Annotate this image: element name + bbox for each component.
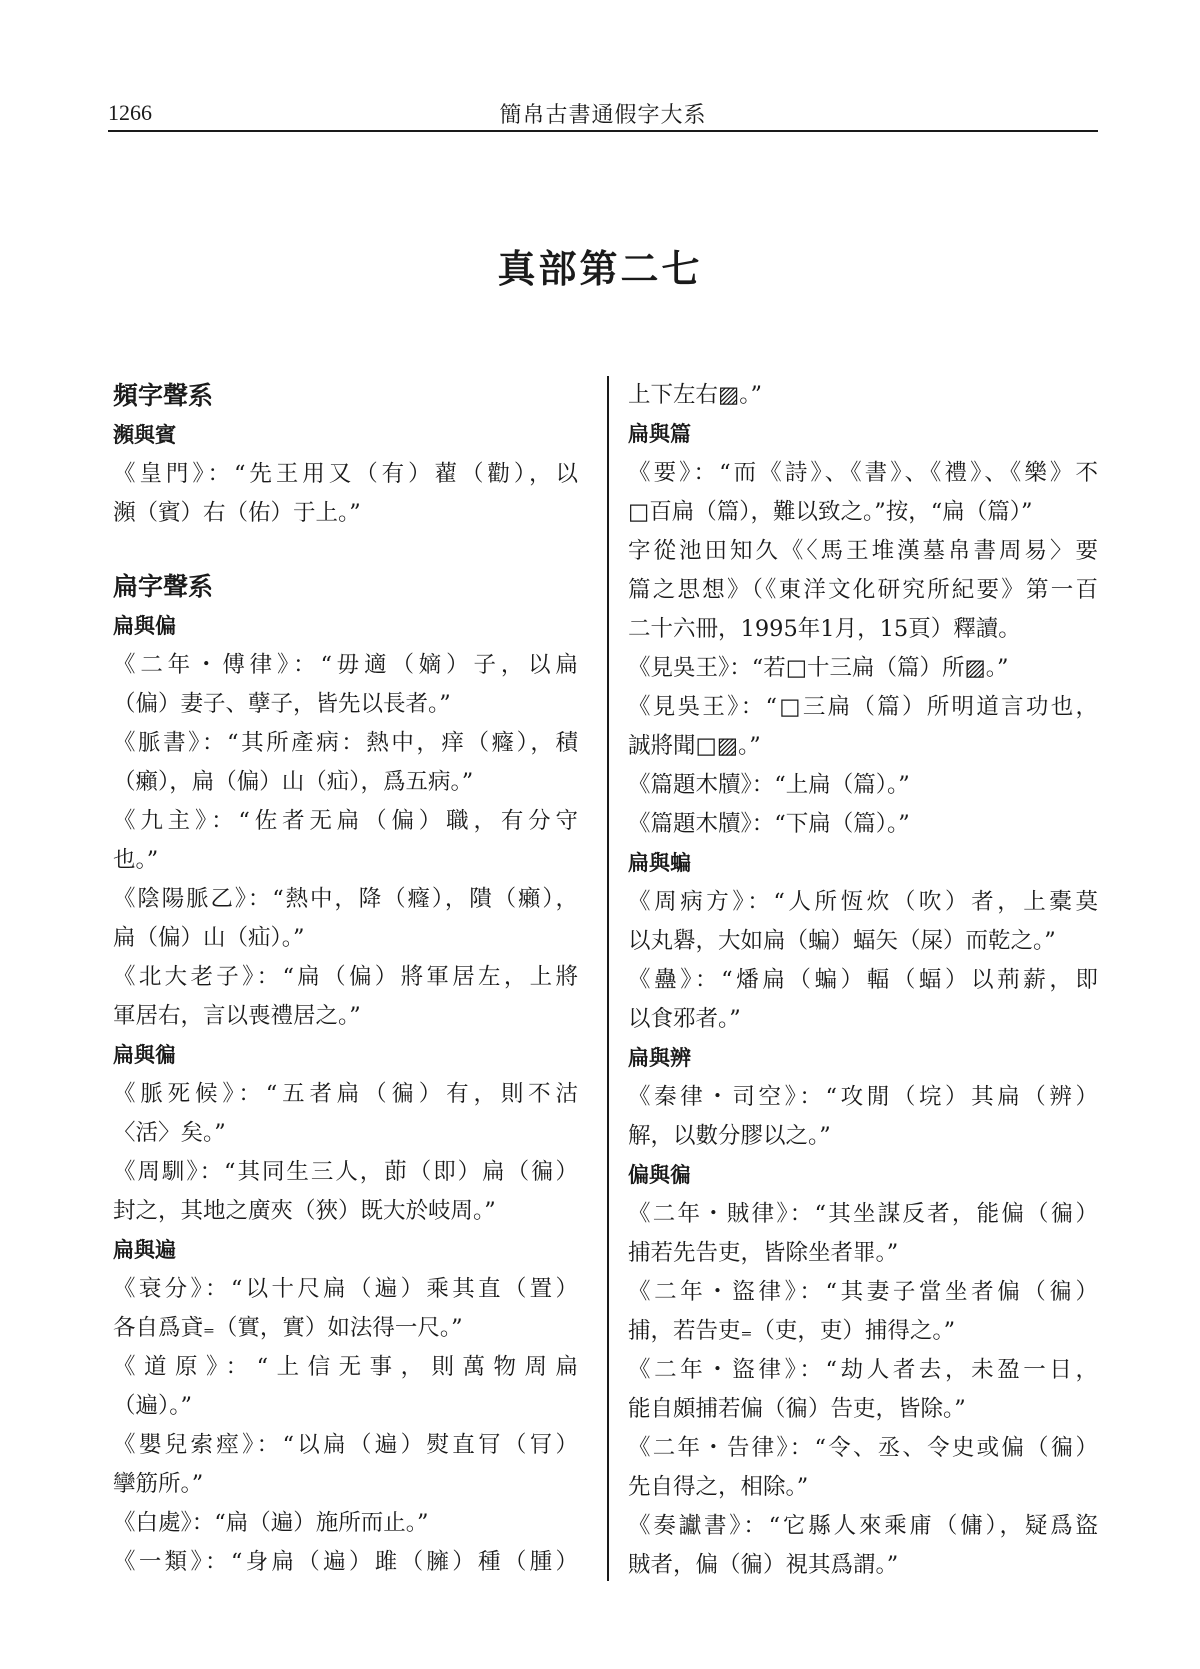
text-line: 《秦律・司空》：“攻閒（垸）其扁（辨）: [628, 1084, 1098, 1110]
text-line: 《脈死候》：“五者扁（徧）有，則不沽: [113, 1081, 578, 1107]
text-line: 《一類》：“身扁（遍）雎（臃）種（腫）: [113, 1549, 578, 1575]
text-line: 《篇題木牘》：“上扁（篇）。”: [628, 772, 910, 798]
entry-subheading: 扁與蝙: [628, 851, 691, 875]
text-line: 上下左右▨。”: [628, 382, 763, 408]
entry-subheading: 扁與徧: [113, 1043, 176, 1067]
text-line: 扁（偏）山（疝）。”: [113, 925, 305, 951]
text-line: 《二年・盜律》：“劫人者去，未盈一日，: [628, 1357, 1098, 1383]
series-heading: 頻字聲系: [113, 381, 214, 410]
text-line: 賊者，偏（徧）視其爲謂。”: [628, 1552, 899, 1578]
right-column: [628, 376, 1098, 1585]
text-line: 封之，其地之廣夾（狹）既大於岐周。”: [113, 1198, 496, 1224]
text-line: 先自得之，相除。”: [628, 1474, 809, 1500]
text-line: 《周馴》：“其同生三人，莭（即）扁（徧）: [113, 1159, 578, 1185]
text-line: 《奏讞書》：“它縣人來乘庯（傭），疑爲盜: [628, 1513, 1098, 1539]
column-divider: [607, 376, 609, 1581]
entry-subheading: 扁與遍: [113, 1238, 176, 1262]
text-line: （偏）妻子、孽子，皆先以長者。”: [113, 691, 451, 717]
text-line: 《道原》：“上信无事，則萬物周扁: [113, 1354, 578, 1380]
entry-subheading: 扁與篇: [628, 422, 691, 446]
text-line: 二十六冊，1995年1月，15頁）釋讀。: [628, 616, 1021, 642]
text-line: 《見吳王》：“若□十三扁（篇）所▨。”: [628, 655, 1009, 681]
text-line: 《陰陽脈乙》：“熱中，降（癃），隤（癩），: [113, 886, 578, 912]
text-line: 《蠱》：“燔扁（蝙）輻（蝠）以荊薪，即: [628, 967, 1098, 993]
text-line: 以丸礜，大如扁（蝙）蝠矢（屎）而乾之。”: [628, 928, 1056, 954]
page-number: 1266: [108, 100, 152, 125]
text-line: 誠將聞□▨。”: [628, 733, 761, 759]
text-line: （遍）。”: [113, 1393, 193, 1419]
running-title: 簡帛古書通假字大系: [499, 103, 707, 128]
text-line: 《見吳王》：“□三扁（篇）所明道言功也，: [628, 694, 1098, 720]
page-header: [108, 96, 1098, 130]
entry-subheading: 偏與徧: [628, 1163, 691, 1187]
text-line: 《九主》：“佐者无扁（偏）職，有分守: [113, 808, 578, 834]
text-line: 也。”: [113, 847, 159, 873]
text-line: 《二年・告律》：“令、丞、令史或偏（徧）: [628, 1435, 1098, 1461]
text-line: 《北大老子》：“扁（偏）將軍居左，上將: [113, 964, 578, 990]
text-line: 攣筋所。”: [113, 1471, 204, 1497]
text-line: 《二年・賊律》：“其坐謀反者，能偏（徧）: [628, 1201, 1098, 1227]
entry-subheading: 瀕與賓: [113, 423, 176, 447]
text-line: 《要》：“而《詩》、《書》、《禮》、《樂》不: [628, 460, 1098, 486]
text-line: 《脈書》：“其所產病：熱中，痒（癃），積: [113, 730, 578, 756]
text-line: 《二年・傅律》：“毋適（嫡）子，以扁: [113, 652, 578, 678]
text-line: 瀕（賓）右（佑）于上。”: [113, 500, 361, 526]
text-line: 篇之思想》（《東洋文化研究所紀要》第一百: [628, 577, 1098, 603]
entry-subheading: 扁與偏: [113, 614, 176, 638]
series-heading: 扁字聲系: [113, 572, 214, 601]
text-line: 各自爲貣₌（實，實）如法得一尺。”: [113, 1315, 463, 1341]
text-line: 以食邪者。”: [628, 1006, 741, 1032]
text-line: □百扁（篇），難以致之。”按，“扁（篇）”: [628, 499, 1033, 525]
text-line: 《周病方》：“人所恆炊（吹）者，上橐莫: [628, 889, 1098, 915]
text-line: 捕，若告吏₌（吏，吏）捕得之。”: [628, 1318, 956, 1344]
text-line: 〈活〉矣。”: [113, 1120, 226, 1146]
text-line: 《篇題木牘》：“下扁（篇）。”: [628, 811, 910, 837]
entry-subheading: 扁與辨: [628, 1046, 691, 1070]
text-line: 軍居右，言以喪禮居之。”: [113, 1003, 361, 1029]
text-line: 字從池田知久《〈馬王堆漢墓帛書周易〉要: [628, 538, 1098, 564]
text-line: 解，以數分膠以之。”: [628, 1123, 831, 1149]
chapter-title: 真部第二七: [497, 246, 703, 291]
text-line: 《皇門》：“先王用又（有）藋（勸），以: [113, 461, 578, 487]
left-column: [113, 376, 578, 1582]
text-line: 《二年・盜律》：“其妻子當坐者偏（徧）: [628, 1279, 1098, 1305]
text-line: 能自頗捕若偏（徧）告吏，皆除。”: [628, 1396, 966, 1422]
text-line: 《嬰兒索痙》：“以扁（遍）熨直肎（肎）: [113, 1432, 578, 1458]
text-line: （癩），扁（偏）山（疝），爲五病。”: [113, 769, 474, 795]
text-line: 《白處》：“扁（遍）施所而止。”: [113, 1510, 429, 1536]
text-line: 《衰分》：“以十尺扁（遍）乘其直（置）: [113, 1276, 578, 1302]
text-line: 捕若先告吏，皆除坐者罪。”: [628, 1240, 899, 1266]
header-rule: [108, 130, 1098, 132]
